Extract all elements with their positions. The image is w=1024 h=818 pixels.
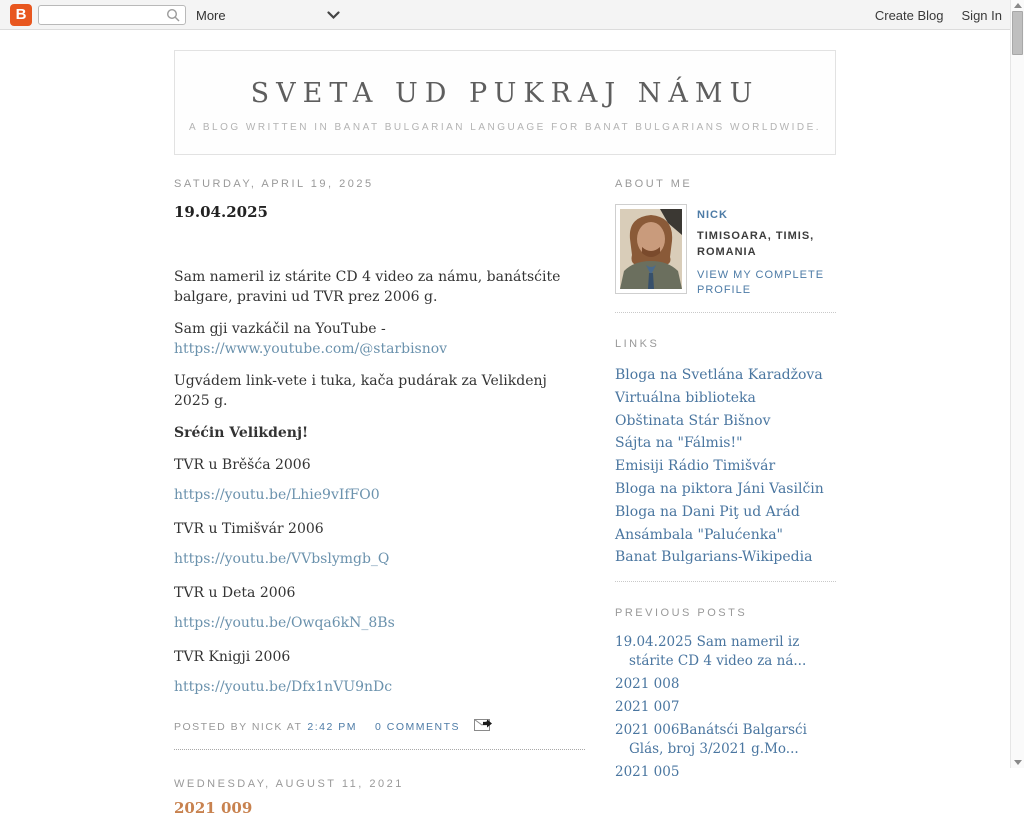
- video-label: TVR Knigji 2006: [174, 649, 291, 665]
- video-link[interactable]: https://youtu.be/Lhie9vIfFO0: [174, 487, 380, 503]
- scroll-up-icon[interactable]: [1014, 3, 1022, 8]
- profile-photo[interactable]: [615, 204, 687, 294]
- post-divider: [174, 749, 585, 750]
- blogger-navbar: [0, 0, 1010, 30]
- email-post-icon[interactable]: [474, 719, 493, 735]
- youtube-channel-link[interactable]: https://www.youtube.com/@starbisnov: [174, 341, 448, 357]
- profile-name-link[interactable]: NICK: [697, 209, 728, 221]
- post-date-header: SATURDAY, APRIL 19, 2025: [174, 178, 374, 190]
- previous-post-link[interactable]: 2021 006Banátsći Balgarsći Glás, broj 3/2021 g.Mo...: [615, 722, 807, 758]
- video-link[interactable]: https://youtu.be/VVbslymgb_Q: [174, 551, 390, 567]
- sidebar-link[interactable]: Obštinata Stár Bišnov: [615, 412, 771, 429]
- main-column: [174, 178, 585, 818]
- video-label: TVR u Deta 2006: [174, 585, 296, 601]
- next-post-date-header: WEDNESDAY, AUGUST 11, 2021: [174, 778, 404, 790]
- sign-in-link[interactable]: Sign In: [961, 7, 1002, 23]
- sidebar-link[interactable]: Bloga na piktora Jáni Vasilčin: [615, 480, 824, 497]
- more-dropdown-label: More: [196, 7, 226, 23]
- post-paragraph: [174, 319, 585, 359]
- vertical-scrollbar[interactable]: [1010, 0, 1024, 768]
- sidebar-link[interactable]: Banat Bulgarians-Wikipedia: [615, 549, 813, 566]
- navbar-right: [875, 0, 1002, 30]
- previous-post-link[interactable]: 2021 008: [615, 676, 680, 693]
- search-icon[interactable]: [166, 8, 180, 27]
- previous-post-link[interactable]: 2021 007: [615, 699, 680, 716]
- sidebar-link[interactable]: Emisiji Rádio Timišvár: [615, 458, 776, 475]
- next-post-title-link[interactable]: 2021 009: [174, 799, 253, 817]
- comments-link[interactable]: 0 COMMENTS: [375, 721, 461, 733]
- previous-posts-heading: PREVIOUS POSTS: [615, 607, 748, 620]
- previous-post-link[interactable]: 2021 005: [615, 764, 680, 781]
- post-paragraph-text: Sam gji vazkáčil na YouTube -: [174, 321, 386, 337]
- blog-title: SVETA UD PUKRAJ NÁMU: [250, 78, 760, 109]
- post-body: [174, 267, 585, 697]
- sidebar-link[interactable]: Bloga na Dani Piţ ud Arád: [615, 503, 800, 520]
- sidebar-divider: [615, 312, 836, 313]
- post-timestamp-link[interactable]: 2:42 PM: [307, 721, 357, 733]
- sidebar-link[interactable]: Bloga na Svetlána Karadžova: [615, 367, 823, 383]
- sidebar-link[interactable]: Virtuálna biblioteka: [615, 389, 756, 406]
- links-widget: [615, 338, 836, 569]
- profile-location: TIMISOARA, TIMIS, ROMANIA: [697, 230, 815, 258]
- blog-header: [174, 50, 836, 155]
- video-label: TVR u Brěšća 2006: [174, 457, 311, 473]
- about-me-widget: [615, 204, 836, 298]
- sidebar-divider: [615, 581, 836, 582]
- sidebar-link[interactable]: Sájta na "Fálmis!": [615, 435, 743, 452]
- links-heading: LINKS: [615, 338, 660, 350]
- post-footer: [174, 719, 585, 735]
- video-label: TVR u Timišvár 2006: [174, 521, 324, 537]
- page-body: [0, 30, 1010, 818]
- about-me-info: [697, 204, 827, 298]
- previous-posts-widget: [615, 607, 836, 782]
- blog-subtitle: A BLOG WRITTEN IN BANAT BULGARIAN LANGUAGE FOR BANAT BULGARIANS WORLDWIDE.: [188, 122, 822, 133]
- post-paragraph: Ugvádem link-vete i tuka, kača pudárak za Velikdenj 2025 g.: [174, 373, 547, 409]
- post-title: 19.04.2025: [174, 203, 268, 221]
- sidebar-link[interactable]: Ansámbala "Palućenka": [615, 526, 783, 543]
- view-profile-link[interactable]: VIEW MY COMPLETE PROFILE: [697, 269, 825, 296]
- more-dropdown[interactable]: [196, 0, 346, 30]
- video-link[interactable]: https://youtu.be/Dfx1nVU9nDc: [174, 679, 393, 695]
- scrollbar-thumb[interactable]: [1012, 11, 1023, 55]
- about-me-heading: ABOUT ME: [615, 178, 693, 190]
- chevron-down-icon: [327, 8, 340, 23]
- greeting-text: Sréćin Velikdenj!: [174, 425, 309, 441]
- scroll-down-icon[interactable]: [1014, 760, 1022, 765]
- create-blog-link[interactable]: Create Blog: [874, 7, 944, 23]
- posted-by-text: POSTED BY NICK AT: [174, 721, 303, 733]
- blogger-icon[interactable]: B: [10, 4, 32, 26]
- video-link[interactable]: https://youtu.be/Owqa6kN_8Bs: [174, 615, 395, 631]
- search-input[interactable]: [38, 5, 186, 25]
- post-paragraph: Sam nameril iz stárite CD 4 video za námu, banátsćite balgare, pravini ud TVR prez 2006 g.: [174, 269, 561, 305]
- previous-post-link[interactable]: 19.04.2025 Sam nameril iz stárite CD 4 video za ná...: [615, 634, 807, 670]
- navbar-search: [38, 5, 186, 25]
- sidebar: [615, 178, 836, 818]
